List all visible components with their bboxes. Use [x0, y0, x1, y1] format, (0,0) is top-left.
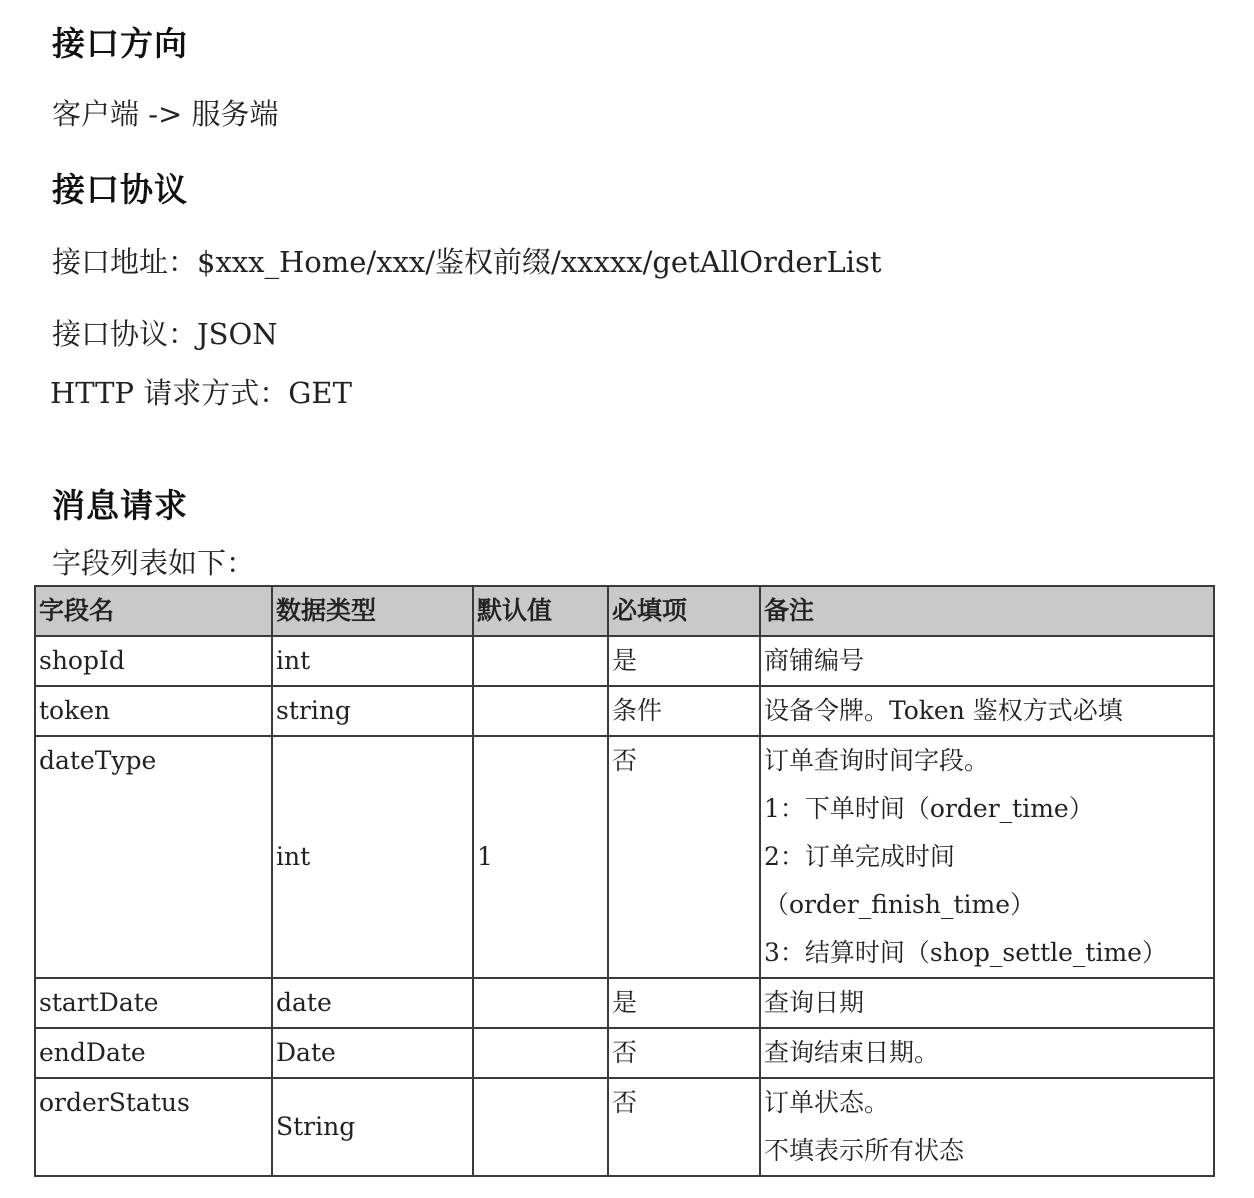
cell-data-type: string	[272, 686, 473, 736]
table-header-row	[35, 586, 1214, 636]
cell-data-type: Date	[272, 1028, 473, 1078]
cell-field-name: dateType	[35, 736, 272, 978]
cell-required: 否	[608, 1028, 760, 1078]
cell-field-name: shopId	[35, 636, 272, 686]
remark-line: 订单状态。	[764, 1088, 890, 1117]
cell-remarks: 查询结束日期。	[760, 1028, 1214, 1078]
cell-remarks: 设备令牌。Token 鉴权方式必填	[760, 686, 1214, 736]
fields-intro: 字段列表如下：	[52, 546, 256, 580]
header-data-type: 数据类型	[272, 586, 473, 636]
header-default: 默认值	[473, 586, 608, 636]
header-required: 必填项	[608, 586, 760, 636]
cell-required: 否	[608, 736, 760, 978]
cell-required: 否	[608, 1078, 760, 1176]
cell-required: 条件	[608, 686, 760, 736]
table-row	[35, 1078, 1214, 1176]
cell-remarks: 查询日期	[760, 978, 1214, 1028]
table-row	[35, 736, 1214, 978]
cell-required: 是	[608, 636, 760, 686]
remark-line: 订单查询时间字段。	[764, 746, 990, 775]
section-heading-direction: 接口方向	[52, 24, 188, 63]
cell-default	[473, 686, 608, 736]
remark-line: （order_finish_time）	[764, 890, 1035, 919]
table-row	[35, 978, 1214, 1028]
header-remarks: 备注	[760, 586, 1214, 636]
cell-default: 1	[473, 736, 608, 978]
table-row	[35, 1028, 1214, 1078]
section-heading-protocol: 接口协议	[52, 170, 188, 209]
cell-default	[473, 978, 608, 1028]
remark-line: 1：下单时间（order_time）	[764, 794, 1094, 823]
section-heading-request: 消息请求	[52, 486, 188, 525]
remark-line: 3：结算时间（shop_settle_time）	[764, 938, 1167, 967]
cell-field-name: token	[35, 686, 272, 736]
cell-remarks	[760, 1078, 1214, 1176]
remark-line: 不填表示所有状态	[764, 1136, 965, 1165]
cell-remarks: 商铺编号	[760, 636, 1214, 686]
cell-default	[473, 1028, 608, 1078]
cell-data-type: int	[272, 636, 473, 686]
cell-field-name: endDate	[35, 1028, 272, 1078]
table-row	[35, 636, 1214, 686]
cell-required: 是	[608, 978, 760, 1028]
cell-default	[473, 1078, 608, 1176]
header-field-name: 字段名	[35, 586, 272, 636]
cell-data-type: int	[272, 736, 473, 978]
remark-line: 2：订单完成时间	[764, 842, 955, 871]
cell-data-type: String	[272, 1078, 473, 1176]
interface-address: 接口地址：$xxx_Home/xxx/鉴权前缀/xxxxx/getAllOrderList	[52, 245, 882, 279]
cell-field-name: orderStatus	[35, 1078, 272, 1176]
direction-text: 客户端 -> 服务端	[52, 97, 279, 131]
cell-remarks	[760, 736, 1214, 978]
cell-data-type: date	[272, 978, 473, 1028]
cell-default	[473, 636, 608, 686]
table-row	[35, 686, 1214, 736]
http-method: HTTP 请求方式：GET	[50, 376, 352, 410]
cell-field-name: startDate	[35, 978, 272, 1028]
fields-table	[34, 585, 1215, 1177]
interface-protocol: 接口协议：JSON	[52, 317, 278, 351]
